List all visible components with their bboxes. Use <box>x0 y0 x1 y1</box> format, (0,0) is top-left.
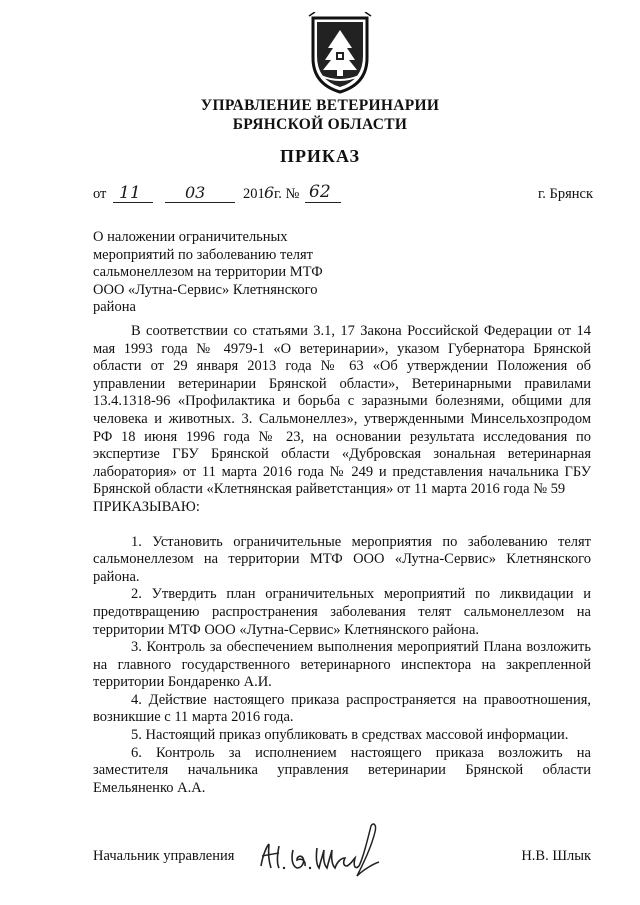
organization-line-2: БРЯНСКОЙ ОБЛАСТИ <box>232 116 408 133</box>
coat-of-arms-icon <box>307 12 373 96</box>
subject-line: сальмонеллезом на территории МТФ <box>93 264 323 281</box>
order-item-3: 3. Контроль за обеспечением выполнения мероприятий Плана возложить на главного государственного ветеринарного инспектора на закрепленной территории Бондаренко А.И. <box>93 639 591 691</box>
order-word: ПРИКАЗЫВАЮ: <box>93 498 200 515</box>
subject-line: района <box>93 299 136 316</box>
signer-role: Начальник управления <box>93 848 235 864</box>
date-number-line <box>93 182 593 206</box>
signature-block <box>93 818 591 878</box>
subject-line: ООО «Лутна-Сервис» Клетнянского <box>93 281 318 298</box>
date-month: 03 <box>185 183 206 202</box>
signer-name: Н.В. Шлык <box>521 848 591 864</box>
order-item-4: 4. Действие настоящего приказа распространяется на правоотношения, возникшие с 11 марта 2016 года. <box>93 691 591 726</box>
handwritten-signature <box>253 818 403 880</box>
order-number: 62 <box>309 182 331 202</box>
order-item-5: 5. Настоящий приказ опубликовать в средствах массовой информации. <box>131 727 569 744</box>
document-title: ПРИКАЗ <box>279 146 361 166</box>
year-suffix: 6 <box>264 183 275 202</box>
order-body <box>93 323 591 797</box>
order-subject <box>93 229 353 317</box>
preamble-paragraph: В соответствии со статьями 3.1, 17 Закона Российской Федерации от 14 мая 1993 года № 4979-1 «О ветеринарии», указом Губернатора Брянской области от 29 января 2013 года № 63 «Об утверждении Положения об управлении ветеринарии Брянской области», Ветеринарными правилами 13.4.1318-96 «Профилактика и борьба с заразными болезнями, общими для человека и животных. 3. Сальмонеллез», утвержденными Минсельхозпродом РФ 18 июня 1996 года № 23, на основании результата исследования по экспертизе ГБУ Брянской области «Дубровская зональная ветеринарная лаборатория» от 11 марта 2016 года № 249 и представления начальника ГБУ Брянской области «Клетнянская райветстанция» от 11 марта 2016 года № 59 <box>93 323 591 498</box>
year-prefix: 201 <box>243 186 265 202</box>
city: г. Брянск <box>537 186 593 202</box>
order-item-1: 1. Установить ограничительные мероприятия по заболеванию телят сальмонеллезом на территории МТФ ООО «Лутна-Сервис» Клетнянского района. <box>93 533 591 585</box>
subject-line: мероприятий по заболеванию телят <box>93 246 314 263</box>
organization-name <box>0 96 640 134</box>
year-mark: г. № <box>274 186 300 202</box>
organization-line-1: УПРАВЛЕНИЕ ВЕТЕРИНАРИИ <box>200 97 440 114</box>
order-item-2: 2. Утвердить план ограничительных мероприятий по ликвидации и предотвращению распространения заболевания телят сальмонеллезом на территории МТФ ООО «Лутна-Сервис» Клетнянского района. <box>93 586 591 638</box>
date-prefix: от <box>93 186 107 202</box>
date-day: 11 <box>119 183 141 203</box>
order-item-6: 6. Контроль за исполнением настоящего приказа возложить на заместителя начальника управления ветеринарии Брянской области Емельяненко А.А. <box>93 744 591 796</box>
subject-line: О наложении ограничительных <box>93 229 288 245</box>
